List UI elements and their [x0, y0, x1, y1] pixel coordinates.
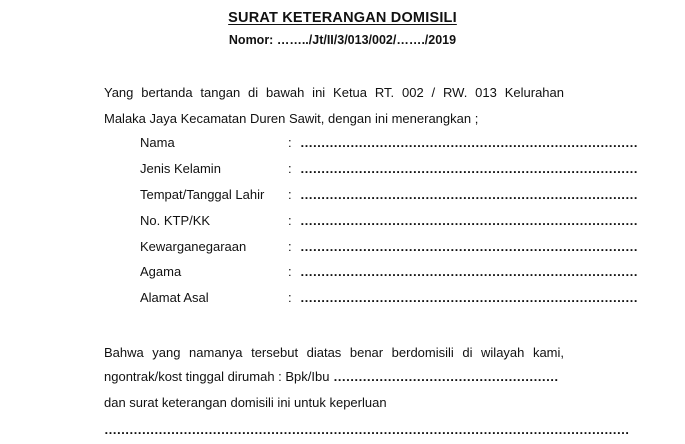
- field-colon: :: [288, 264, 292, 279]
- body-line-2-blank: ………………………………………………: [333, 369, 559, 384]
- field-label: Nama: [140, 135, 175, 150]
- field-colon: :: [288, 135, 292, 150]
- field-row-alamat-asal: [140, 288, 638, 308]
- field-colon: :: [288, 161, 292, 176]
- field-blank: ………………………………………………………………………: [300, 290, 638, 305]
- body-line-2: [104, 367, 558, 387]
- body-line-2-text: ngontrak/kost tinggal dirumah : Bpk/Ibu: [104, 369, 334, 384]
- field-blank: ………………………………………………………………………: [300, 135, 638, 150]
- field-colon: :: [288, 213, 292, 228]
- field-row-tempat-tanggal-lahir: [140, 185, 638, 205]
- body-line-3: dan surat keterangan domisili ini untuk keperluan: [104, 395, 387, 410]
- field-row-kewarganegaraan: [140, 237, 638, 257]
- field-label: Agama: [140, 264, 182, 279]
- document-title-text: SURAT KETERANGAN DOMISILI: [228, 10, 457, 26]
- document-title: [0, 10, 685, 26]
- field-label: Tempat/Tanggal Lahir: [140, 187, 265, 202]
- field-label: Kewarganegaraan: [140, 239, 247, 254]
- field-row-no-ktp-kk: [140, 211, 638, 231]
- field-label: No. KTP/KK: [140, 213, 211, 228]
- intro-line-1: Yang bertanda tangan di bawah ini Ketua RT. 002 / RW. 013 Kelurahan: [104, 85, 564, 100]
- document-number: Nomor: ……../Jt/II/3/013/002/……./2019: [228, 33, 457, 47]
- field-colon: :: [288, 290, 292, 305]
- field-label: Jenis Kelamin: [140, 161, 221, 176]
- body-line-4-blank: ………………………………………………………………………………………………………………: [104, 422, 629, 437]
- field-row-jenis-kelamin: [140, 159, 638, 179]
- intro-line-2: Malaka Jaya Kecamatan Duren Sawit, dengan ini menerangkan ;: [104, 111, 479, 126]
- field-row-agama: [140, 262, 638, 282]
- field-blank: ………………………………………………………………………: [300, 239, 638, 254]
- field-colon: :: [288, 239, 292, 254]
- field-blank: ………………………………………………………………………: [300, 187, 638, 202]
- field-blank: ………………………………………………………………………: [300, 213, 638, 228]
- field-colon: :: [288, 187, 292, 202]
- body-line-1: Bahwa yang namanya tersebut diatas benar berdomisili di wilayah kami,: [104, 345, 564, 360]
- field-label: Alamat Asal: [140, 290, 209, 305]
- field-row-nama: [140, 133, 638, 153]
- field-blank: ………………………………………………………………………: [300, 161, 638, 176]
- field-blank: ………………………………………………………………………: [300, 264, 638, 279]
